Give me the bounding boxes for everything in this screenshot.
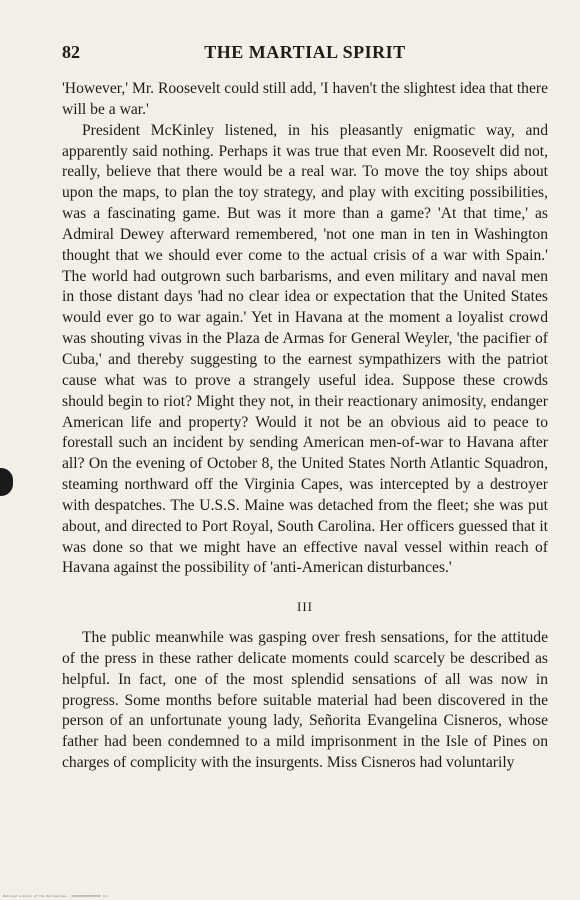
paragraph: 'However,' Mr. Roosevelt could still add, 'I haven't the slightest idea that there will be a war.' (62, 80, 548, 118)
page-header (62, 42, 548, 66)
section-number: III (297, 599, 313, 615)
body-text (62, 79, 548, 774)
running-head: THE MARTIAL SPIRIT (204, 42, 406, 62)
scan-footer: National Library of the Philippines · 0250000000000000 (1) (3, 894, 108, 898)
paragraph: The public meanwhile was gasping over fresh sensations, for the attitude of the press in these rather delicate moments could scarcely be described as helpful. In fact, one of the most splendid sensations of all was now in progress. Some months before suitable material had been discovered in the person of an unfortunate young lady, Señorita Evangelina Cisneros, whose father had been condemned to a mild imprisonment in the Isle of Pines on charges of complicity with the insurgents. Miss Cisneros had voluntarily (62, 629, 548, 772)
page-number: 82 (62, 42, 80, 62)
binding-mark (0, 468, 13, 496)
paragraph: President McKinley listened, in his pleasantly enigmatic way, and apparently said nothing. Perhaps it was true that even Mr. Roosevelt did not, really, believe that there would be a real war. To move the toy ships about upon the maps, to plan the toy strategy, and play with exciting possibilities, was a fascinating game. But was it more than a game? 'At that time,' as Admiral Dewey afterward remembered, 'not one man in ten in Washington thought that we should ever come to the actual crisis of a war with Spain.' The world had outgrown such barbarisms, and even military and naval men in those distant days 'had no clear idea or expectation that the United States would ever go to war again.' Yet in Havana at the moment a loyalist crowd was shouting vivas in the Plaza de Armas for General Weyler, 'the pacifier of Cuba,' and thereby suggesting to the earnest sympathizers with the patriot cause what was to prove a strangely useful idea. Suppose these crowds should begin to riot? Might they not, in their reactionary animosity, endanger American life and property? Would it not be an obvious aid to peace to forestall such an incident by sending American men-of-war to Havana after all? On the evening of October 8, the United States North Atlantic Squadron, steaming northward off the Virginia Capes, was intercepted by a destroyer with despatches. The U.S.S. Maine was detached from the fleet; she was put about, and directed to Port Royal, South Carolina. Her officers guessed that it was done so that we might have an effective naval vessel within reach of Havana against the possibility of 'anti-American disturbances.' (62, 121, 548, 577)
